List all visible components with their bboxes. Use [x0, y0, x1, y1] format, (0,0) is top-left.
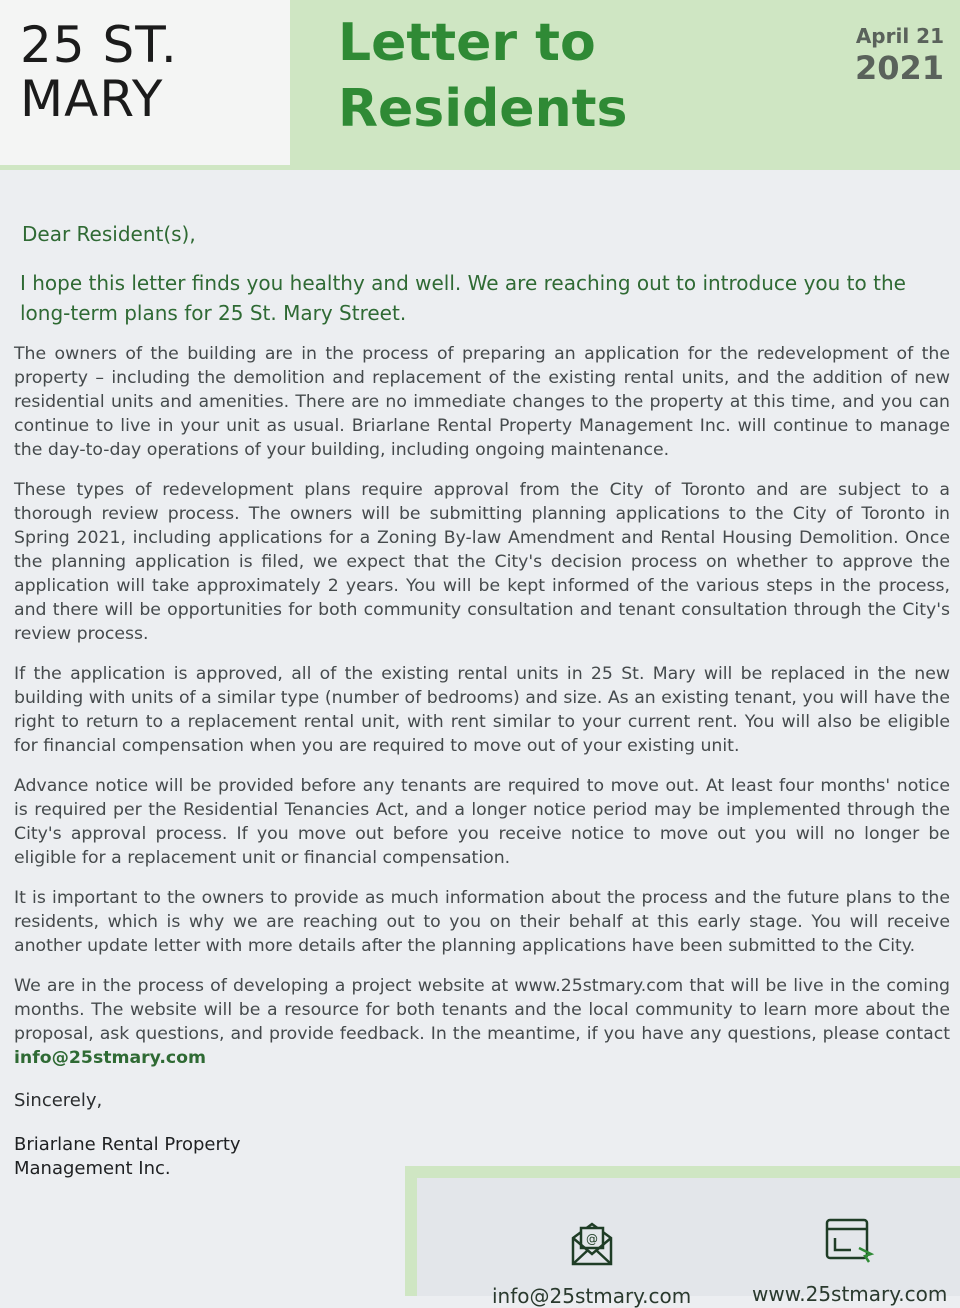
- contact-footer: [405, 1166, 960, 1308]
- closing: Sincerely,: [14, 1090, 103, 1111]
- browser-click-icon: [825, 1218, 875, 1264]
- footer-email: [492, 1218, 691, 1308]
- footer-website-text[interactable]: www.25stmary.com: [752, 1282, 948, 1306]
- envelope-at-icon: [570, 1218, 614, 1266]
- svg-text:@: @: [585, 1232, 598, 1246]
- signature: Briarlane Rental Property Management Inc.: [14, 1134, 241, 1179]
- title-line-2: Residents: [338, 79, 628, 139]
- letter-header: [0, 0, 960, 170]
- paragraph: The owners of the building are in the process of preparing an application for the redevelopment of the property – including the demolition and replacement of the existing rental units, and the addition of new residential units and amenities. There are no immediate changes to the property at this time, and you can continue to live in your unit as usual. Briarlane Rental Property Management Inc. will continue to manage the day-to-day operations of your building, including ongoing maintenance.: [14, 344, 950, 460]
- letter-body: [14, 222, 950, 1181]
- paragraph: Advance notice will be provided before any tenants are required to move out. At least four months' notice is required per the Residential Tenancies Act, and a longer notice period may be implemented through the City's approval process. If you move out before you receive notice to move out you will no longer be eligible for a replacement unit or financial compensation.: [14, 776, 950, 868]
- letter-title: [338, 10, 627, 142]
- paragraph-website: [14, 974, 950, 1070]
- footer-email-text[interactable]: info@25stmary.com: [492, 1284, 692, 1308]
- paragraph: It is important to the owners to provide as much information about the process and the future plans to the residents, which is why we are reaching out to you on their behalf at this early stage. You will receive another update letter with more details after the planning applications have been submitted to the City.: [14, 888, 950, 956]
- contact-email[interactable]: info@25stmary.com: [14, 1048, 207, 1068]
- greeting: Dear Resident(s),: [22, 222, 196, 246]
- date-year: 2021: [854, 49, 944, 87]
- paragraph: These types of redevelopment plans require approval from the City of Toronto and are subject to a thorough review process. The owners will be submitting planning applications to the City of Toronto in Spring 2021, including applications for a Zoning By-law Amendment and Rental Housing Demolition. Once the planning application is filed, we expect that the City's decision process on whether to approve the application will take approximately 2 years. You will be kept informed of the various steps in the process, and there will be opportunities for both community consultation and tenant consultation through the City's review process.: [14, 480, 950, 644]
- letter-date: [855, 24, 944, 88]
- footer-website: [752, 1218, 947, 1306]
- logo: 25 ST. MARY: [0, 0, 290, 165]
- paragraph-text: We are in the process of developing a project website at www.25stmary.com that will be live in the coming months. The website will be a resource for both tenants and the local community to learn more about the proposal, ask questions, and provide feedback. In the meantime, if you have any questions, please contact: [14, 976, 950, 1044]
- title-line-1: Letter to: [338, 13, 596, 73]
- paragraph: If the application is approved, all of the existing rental units in 25 St. Mary will be replaced in the new building with units of a similar type (number of bedrooms) and size. As an existing tenant, you will have the right to return to a replacement rental unit, with rent similar to your current rent. You will also be eligible for financial compensation when you are required to move out of your existing unit.: [14, 664, 950, 756]
- date-month: April 21: [855, 24, 944, 48]
- intro: I hope this letter finds you healthy and well. We are reaching out to introduce you to the long-term plans for 25 St. Mary Street.: [20, 271, 906, 325]
